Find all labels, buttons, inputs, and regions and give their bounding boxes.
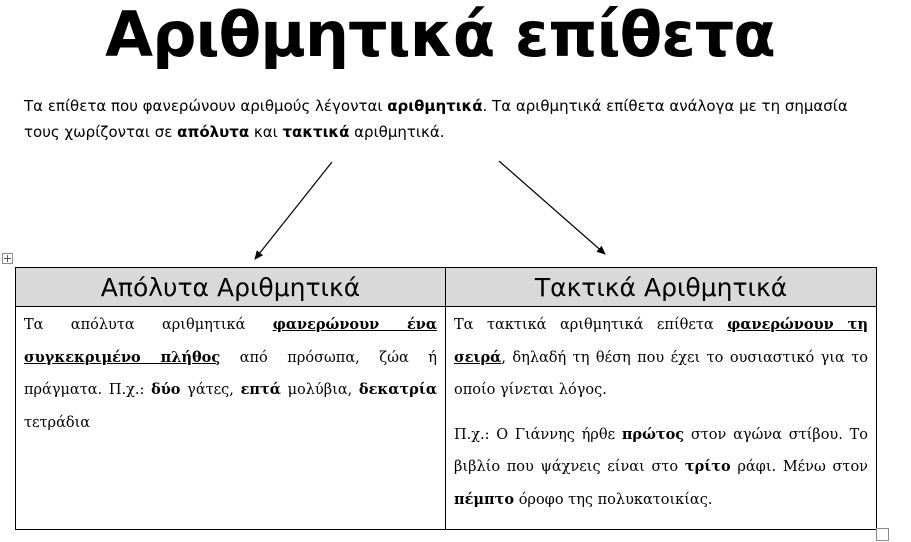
header-absolute: Απόλυτα Αριθμητικά	[16, 268, 446, 307]
intro-text: . Τα αριθμητικά επίθετα ανάλογα με τη σημασία τους χωρίζονται σε	[24, 97, 848, 141]
cell-text: όροφο της πολυκατοικίας.	[514, 491, 713, 508]
comparison-table	[15, 267, 877, 530]
cell-text: , δηλαδή τη θέση που έχει το ουσιαστικό για το οποίο γίνεται λόγος.	[454, 349, 868, 398]
intro-bold-term: αριθμητικά	[387, 97, 483, 115]
header-ordinal: Τακτικά Αριθμητικά	[446, 268, 877, 307]
example-word: τρίτο	[684, 458, 731, 475]
left-arrow	[255, 162, 332, 259]
table-row	[16, 307, 877, 530]
intro-bold-term: τακτικά	[282, 123, 350, 141]
cell-text: γάτες,	[180, 382, 241, 398]
cell-text: μολύβια,	[280, 382, 359, 398]
example-word: δεκατρία	[358, 381, 437, 398]
intro-text: Τα επίθετα που φανερώνουν αριθμούς λέγονται	[24, 97, 388, 115]
intro-text: αριθμητικά.	[349, 123, 445, 141]
cell-text: Τα τακτικά αριθμητικά επίθετα	[454, 317, 728, 333]
cell-text: τετράδια	[24, 414, 91, 431]
cell-emphasis: φανερώνουν τη σειρά	[454, 316, 868, 366]
cell-text: στον αγώνα στίβου. Το βιβλίο που ψάχνεις είναι στο	[454, 426, 868, 475]
cell-absolute	[16, 307, 446, 530]
intro-text: και	[249, 123, 283, 141]
intro-bold-term: απόλυτα	[177, 123, 250, 141]
right-arrow	[499, 161, 605, 254]
table-header-row	[16, 268, 877, 307]
table-resize-handle[interactable]	[876, 528, 889, 541]
cell-text: Π.χ.: Ο Γιάννης ήρθε	[454, 426, 622, 443]
table-move-handle-icon[interactable]	[2, 253, 13, 264]
example-word: πρώτος	[621, 425, 685, 443]
example-word: πέμπτο	[454, 490, 515, 508]
cell-text: ράφι. Μένω στον	[730, 459, 868, 475]
example-word: επτά	[240, 381, 281, 398]
cell-emphasis: φανερώνουν ένα συγκεκριμένο πλήθος	[24, 316, 437, 366]
example-word: δύο	[151, 381, 181, 398]
cell-text: από πρόσωπα, ζώα ή πράγματα. Π.χ.:	[24, 349, 437, 398]
page-title: Αριθμητικά επίθετα	[105, 0, 775, 71]
cell-text: Τα απόλυτα αριθμητικά	[24, 317, 273, 333]
cell-ordinal	[446, 307, 877, 530]
